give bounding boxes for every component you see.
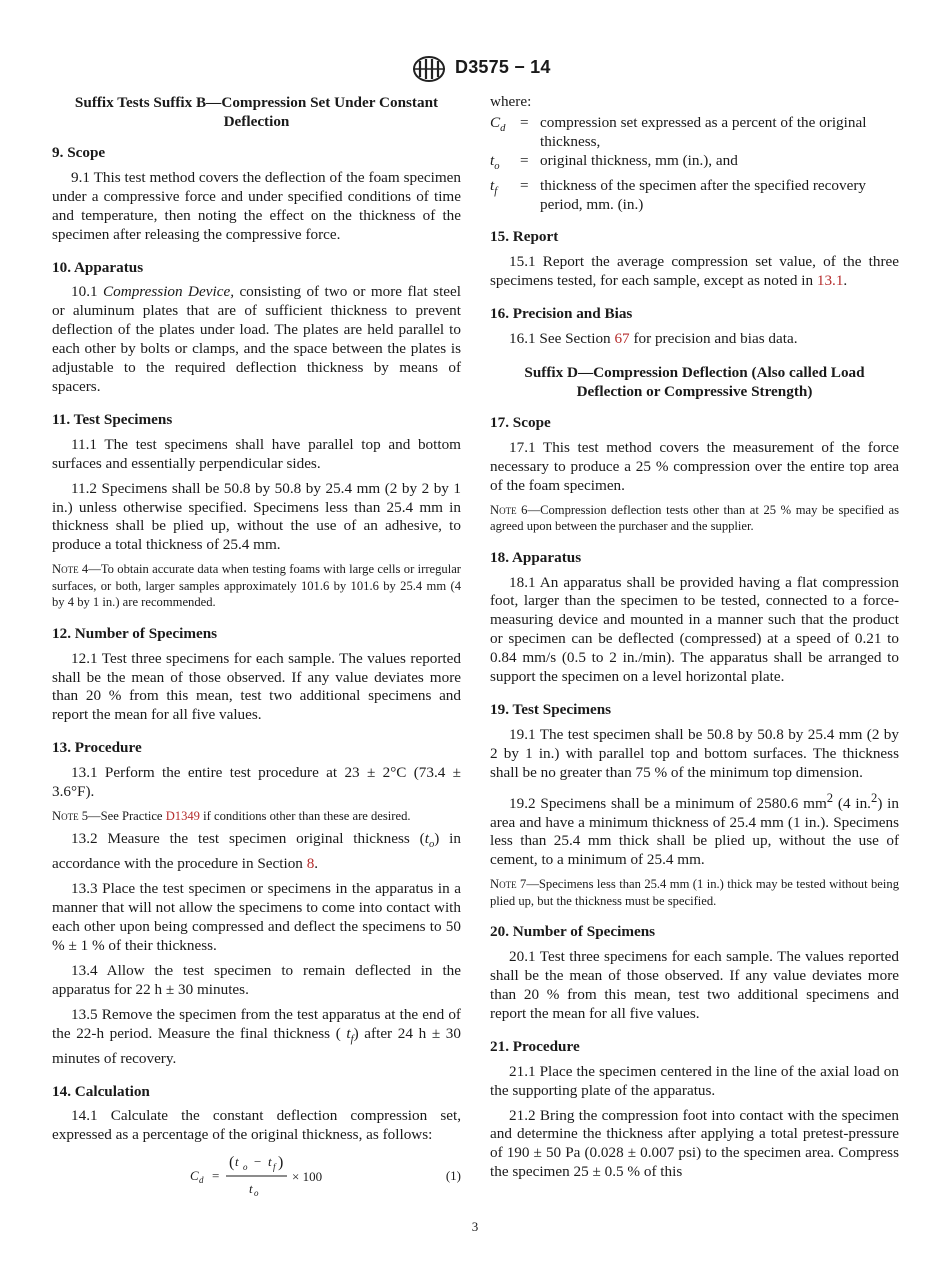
svg-text:o: o <box>254 1188 259 1199</box>
document-id: D3575 − 14 <box>455 57 551 77</box>
paragraph-11-2: 11.2 Specimens shall be 50.8 by 50.8 by 25.4 mm (2 by 2 by 1 in.) unless otherwise specified. Specimens less than 25.4 mm in thickness shall be plied up, without the use of an adhesive, to produce a total thickness of 25.4 mm. <box>52 479 461 554</box>
paragraph-20-1: 20.1 Test three specimens for each sample. The values reported shall be the mean of those observed. If any value deviates more than 20 % from this mean, test two additional specimens and report the mean for all five values. <box>490 948 899 1022</box>
paragraph-13-3: 13.3 Place the test specimen or specimens in the apparatus in a manner that will not allow the specimens to come into contact with each other upon being compressed and deflect the specimens to 50 % ± 1 % of their thickness. <box>52 880 461 955</box>
section-19-heading: 19. Test Specimens <box>490 700 612 718</box>
svg-text:=: = <box>212 1168 220 1184</box>
paragraph-13-1: 13.1 Perform the entire test procedure at 23 ± 2°C (73.4 ± 3.6°F). <box>52 764 461 801</box>
definition-to: $t_o$ = original thickness, mm (in.), and <box>490 151 738 172</box>
svg-text:d: d <box>199 1175 204 1186</box>
svg-text:× 100: × 100 <box>292 1169 323 1185</box>
paragraph-9-1: 9.1 This test method covers the deflection of the foam specimen under a compressive force and under specified conditions of time and temperature, then noting the effect on the thickness of the specimen after releasing the compressive force. <box>52 168 461 243</box>
paragraph-13-5: 13.5 Remove the specimen from the test apparatus at the end of the 22-h period. Measure the final thickness ( $t_f$) after 24 h ± 30 minutes of recovery. <box>52 1005 461 1067</box>
section-13-heading: 13. Procedure <box>52 739 142 757</box>
section-12-heading: 12. Number of Specimens <box>52 624 218 642</box>
section-18-heading: 18. Apparatus <box>490 548 582 566</box>
section-17-heading: 17. Scope <box>490 414 551 431</box>
section-14-heading: 14. Calculation <box>52 1082 150 1100</box>
svg-text:o: o <box>243 1162 248 1173</box>
section-16-heading: 16. Precision and Bias <box>490 305 633 323</box>
svg-text:C: C <box>190 1168 199 1184</box>
paragraph-10-1: 10.1 Compression Device, consisting of two or more flat steel or aluminum plates that are of sufficient thickness to prevent deflection of the plates under load. The plates are held parallel to each other by bolts or clamps, and the space between the plates is adjustable to the required deflection thickness by means of spacers. <box>52 283 461 395</box>
section-13-1-link[interactable]: 13.1 <box>816 272 844 290</box>
paragraph-14-1: 14.1 Calculate the constant deflection compression set, expressed as a percentage of the original thickness, as follows: <box>52 1107 461 1144</box>
section-20-heading: 20. Number of Specimens <box>490 923 656 941</box>
compression-set-formula <box>182 1151 402 1199</box>
equation-number: (1) <box>445 1168 461 1184</box>
svg-text:t: t <box>268 1154 272 1170</box>
note-6: Note 6—Compression deflection tests other than at 25 % may be specified as agreed upon between the purchaser and the supplier. <box>490 502 899 534</box>
d1349-link[interactable]: D1349 <box>165 808 200 823</box>
paragraph-21-2: 21.2 Bring the compression foot into contact with the specimen and determine the thickness after applying a total pretest-pressure of 190 ± 50 Pa (0.028 ± 0.007 psi) to the specimen area. Compress the specimen 25 ± 0.5 % of this <box>490 1106 899 1181</box>
paragraph-11-1: 11.1 The test specimens shall have parallel top and bottom surfaces and essentially perpendicular sides. <box>52 435 461 472</box>
paragraph-15-1: 15.1 Report the average compression set value, of the three specimens tested, for each sample, except as noted in 13.1. <box>490 253 899 290</box>
section-15-heading: 15. Report <box>490 228 559 246</box>
paragraph-16-1: 16.1 See Section 67 for precision and bias data. <box>509 330 798 348</box>
paragraph-18-1: 18.1 An apparatus shall be provided having a flat compression foot, larger than the specimen to be tested, connected to a force-measuring device and mounted in a manner such that the product or specimen can be deflected (compressed) at a speed of 0.21 to 0.84 mm/s (0.5 to 2 in./min). The apparatus shall be arranged to support the specimen on a level horizontal plate. <box>490 573 899 686</box>
astm-logo-icon <box>409 55 449 83</box>
definition-tf: $t_f$ = thickness of the specimen after the specified recovery period, mm. (in.) <box>490 176 866 213</box>
right-column <box>490 93 899 1188</box>
section-8-link[interactable]: 8 <box>306 855 315 873</box>
svg-text:t: t <box>249 1181 253 1197</box>
paragraph-12-1: 12.1 Test three specimens for each sample. The values reported shall be the mean of those observed. If any value deviates more than 20 % from this mean, test two additional specimens and report the mean for all five values. <box>52 649 461 724</box>
paragraph-19-2: 19.2 Specimens shall be a minimum of 2580.6 $mm^2$ (4 in.$^2$) in area and have a minimum thickness of 25.4 mm (1 in.). Specimens less than 25.4 mm thick shall be plied up, without the use of cement, to a minimum of 25.4 mm. <box>490 790 899 869</box>
section-9-heading: 9. Scope <box>52 144 106 161</box>
where-label: where: <box>490 93 532 110</box>
note-4: Note 4—To obtain accurate data when testing foams with large cells or irregular surfaces, or both, larger samples approximately 101.6 by 101.6 by 25.4 mm (4 by 4 by 1 in.) are recommended. <box>52 562 461 610</box>
paragraph-13-4: 13.4 Allow the test specimen to remain deflected in the apparatus for 22 h ± 30 minutes. <box>52 961 461 998</box>
left-column <box>52 93 461 1199</box>
paragraph-13-2: 13.2 Measure the test specimen original thickness $(t_o)$ in accordance with the procedure in Section 8. <box>52 830 461 873</box>
svg-text:−: − <box>254 1154 262 1170</box>
suffix-d-title: Suffix D—Compression Deflection (Also called Load Deflection or Compressive Strength) <box>524 364 865 400</box>
note-7: Note 7—Specimens less than 25.4 mm (1 in.) thick may be tested without being plied up, but the thickness must be specified. <box>490 877 899 908</box>
section-10-heading: 10. Apparatus <box>52 258 144 276</box>
paragraph-21-1: 21.1 Place the specimen centered in the line of the axial load on the supporting plate of the apparatus. <box>490 1062 899 1099</box>
section-21-heading: 21. Procedure <box>490 1037 580 1055</box>
page-header <box>0 55 950 85</box>
paragraph-19-1: 19.1 The test specimen shall be 50.8 by 50.8 by 25.4 mm (2 by 2 by 1 in.) with parallel top and bottom surfaces. The thickness shall be no greater than 75 % of the minimum top dimension. <box>490 725 899 781</box>
note-5: Note 5—See Practice D1349 if conditions other than these are desired. <box>52 808 411 823</box>
svg-text:f: f <box>273 1162 276 1173</box>
page-number: 3 <box>471 1219 479 1234</box>
definition-cd: $C_d$ = compression set expressed as a percent of the original thickness, <box>490 113 867 150</box>
svg-text:t: t <box>235 1154 239 1170</box>
svg-text:): ) <box>278 1154 284 1172</box>
suffix-b-title: Suffix Tests Suffix B—Compression Set Under Constant Deflection <box>74 94 439 130</box>
equation-1 <box>52 1151 461 1199</box>
svg-text:(: ( <box>229 1154 235 1172</box>
section-67-link[interactable]: 67 <box>614 330 630 348</box>
section-11-heading: 11. Test Specimens <box>52 410 173 428</box>
paragraph-17-1: 17.1 This test method covers the measurement of the force necessary to produce a 25 % compression over the entire top area of the foam specimen. <box>490 438 899 494</box>
